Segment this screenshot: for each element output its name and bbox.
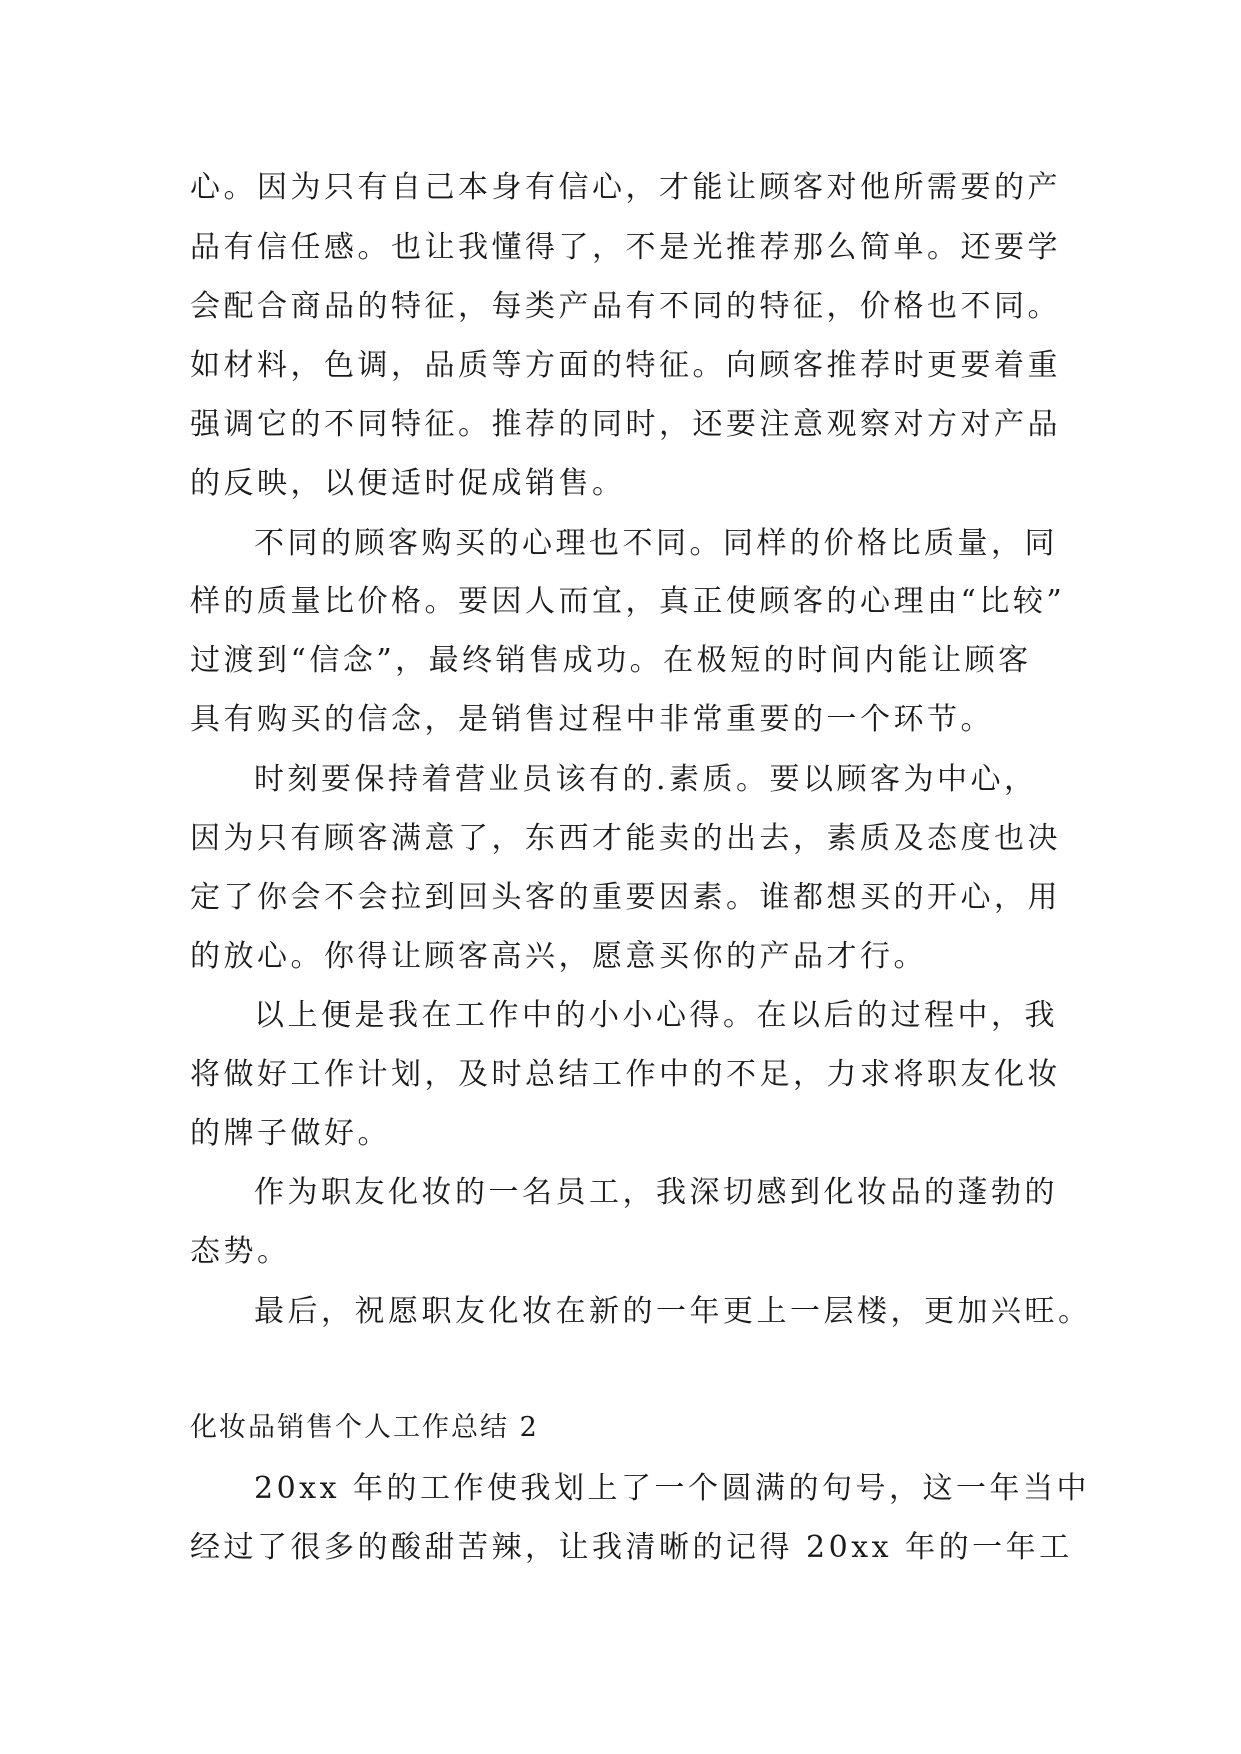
text-line: 强调它的不同特征。推荐的同时，还要注意观察对方对产品 [190,407,1061,442]
paragraph-first-line: 不同的顾客购买的心理也不同。同样的价格比质量，同 [254,526,1058,561]
text-line: 态势。 [190,1234,291,1269]
paragraph-first-line: 以上便是我在工作中的小小心得。在以后的过程中，我 [254,998,1058,1033]
paragraph-first-line: 时刻要保持着营业员该有的.素质。要以顾客为中心， [254,762,1038,797]
section-heading: 化妆品销售个人工作总结 2 [190,1412,539,1443]
paragraph-first-line: 作为职友化妆的一名员工，我深切感到化妆品的蓬勃的 [254,1175,1058,1210]
text-line: 经过了很多的酸甜苦辣，让我清晰的记得 20xx 年的一年工 [190,1530,1073,1565]
paragraph-first-line: 20xx 年的工作使我划上了一个圆满的句号，这一年当中 [254,1471,1091,1506]
text-line: 的反映，以便适时促成销售。 [190,466,626,501]
text-line: 因为只有顾客满意了，东西才能卖的出去，素质及态度也决 [190,821,1061,856]
text-line: 如材料，色调，品质等方面的特征。向顾客推荐时更要着重 [190,348,1061,383]
text-line: 定了你会不会拉到回头客的重要因素。谁都想买的开心，用 [190,880,1061,915]
text-line: 的放心。你得让顾客高兴，愿意买你的产品才行。 [190,939,927,974]
paragraph-first-line: 最后，祝愿职友化妆在新的一年更上一层楼，更加兴旺。 [254,1294,1092,1329]
text-line: 将做好工作计划，及时总结工作中的不足，力求将职友化妆 [190,1057,1061,1092]
text-line: 品有信任感。也让我懂得了，不是光推荐那么简单。还要学 [190,230,1061,265]
text-line: 的牌子做好。 [190,1116,391,1151]
text-line: 过渡到“信念”，最终销售成功。在极短的时间内能让顾客 [190,643,1032,678]
text-line: 样的质量比价格。要因人而宜，真正使顾客的心理由“比较” [190,584,1066,619]
text-line: 具有购买的信念，是销售过程中非常重要的一个环节。 [190,702,994,737]
text-line: 会配合商品的特征，每类产品有不同的特征，价格也不同。 [190,289,1061,324]
text-line: 心。因为只有自己本身有信心，才能让顾客对他所需要的产 [190,170,1061,205]
